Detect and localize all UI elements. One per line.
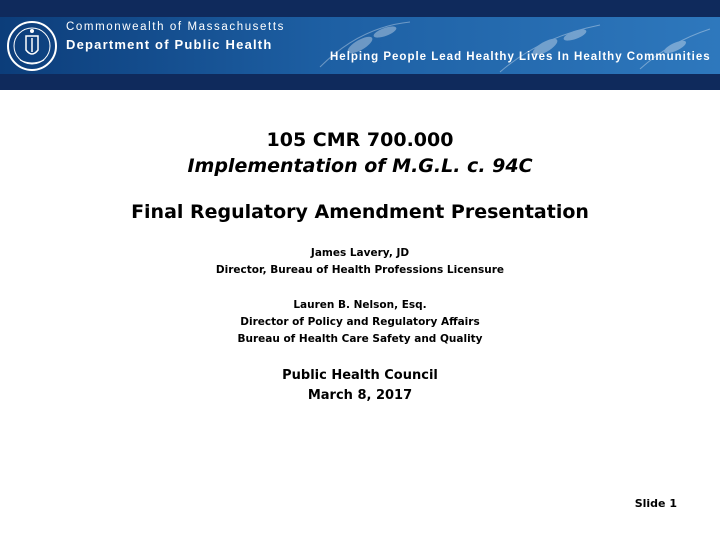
slide-content	[0, 127, 720, 406]
slide-title: 105 CMR 700.000	[266, 129, 454, 151]
presentation-date: March 8, 2017	[307, 388, 413, 403]
banner-main	[0, 17, 720, 74]
presenter-role: Director of Policy and Regulatory Affairs	[240, 316, 480, 328]
header-banner	[0, 0, 720, 90]
state-seal-icon	[6, 20, 58, 72]
presenter-name: Lauren B. Nelson, Esq.	[293, 299, 427, 311]
presenter-bureau: Bureau of Health Care Safety and Quality	[237, 333, 483, 345]
slide-title-italic: Implementation of M.G.L. c. 94C	[187, 155, 533, 177]
org-name-line1: Commonwealth of Massachusetts	[66, 21, 285, 33]
tagline: Helping People Lead Healthy Lives In Healthy Communities	[330, 51, 711, 63]
slide-subtitle: Final Regulatory Amendment Presentation	[131, 201, 589, 223]
venue: Public Health Council	[282, 368, 438, 383]
slide-number: Slide 1	[634, 497, 677, 510]
presenter-role: Director, Bureau of Health Professions Licensure	[215, 264, 505, 276]
leaf-decoration-icon	[300, 17, 720, 74]
banner-top-stripe	[0, 0, 720, 17]
org-name-line2: Department of Public Health	[66, 37, 273, 52]
banner-bottom-stripe	[0, 74, 720, 90]
presenter-name: James Lavery, JD	[310, 247, 410, 259]
